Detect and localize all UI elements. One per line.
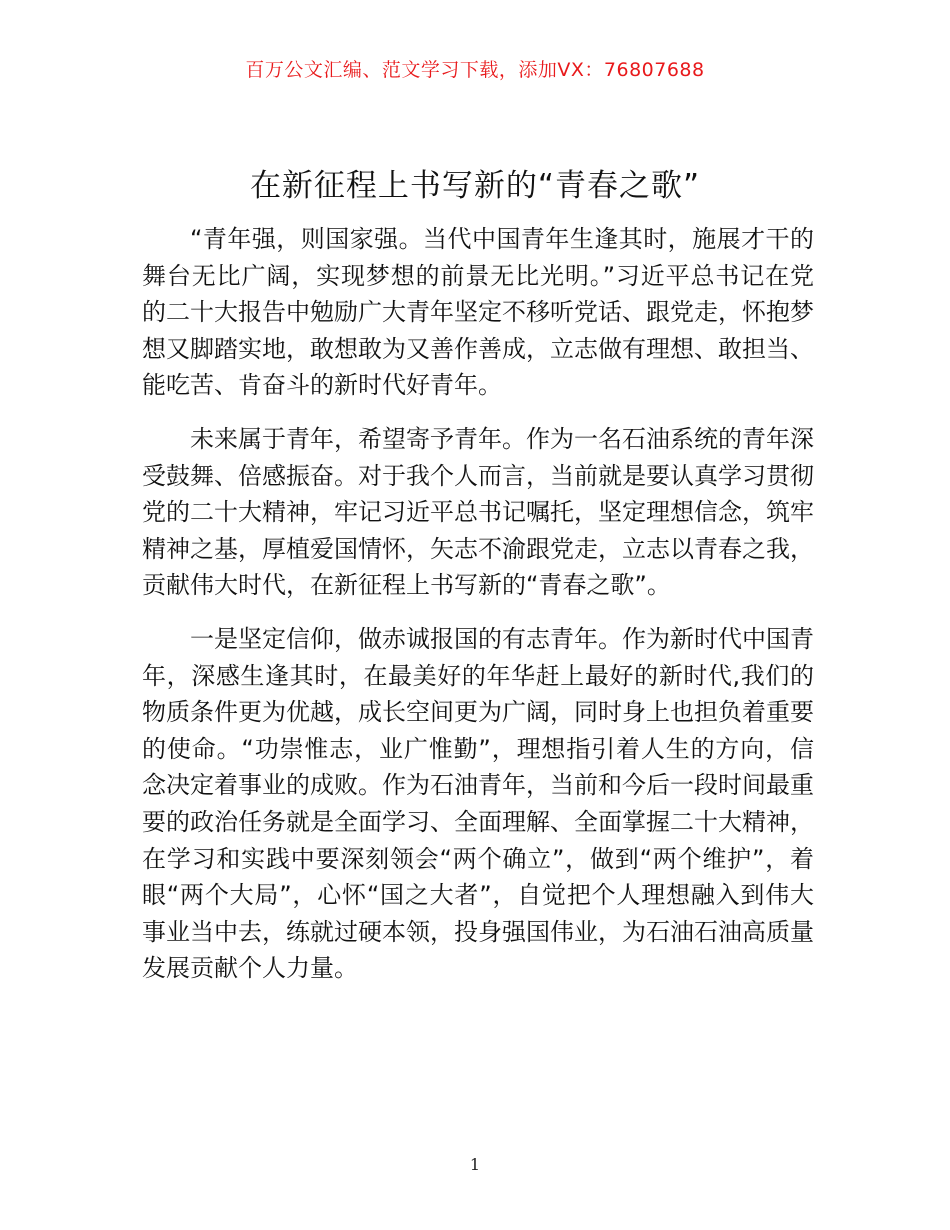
page-number: 1: [469, 1155, 481, 1174]
paragraph-2: 未来属于青年，希望寄予青年。作为一名石油系统的青年深受鼓舞、倍感振奋。对于我个人而言，当前就是要认真学习贯彻党的二十大精神，牢记习近平总书记嘱托，坚定理想信念，筑牢精神之基，厚植爱国情怀，矢志不渝跟党走，立志以青春之我，贡献伟大时代，在新征程上书写新的“青春之歌”。: [142, 424, 814, 600]
paragraph-3: 一是坚定信仰，做赤诚报国的有志青年。作为新时代中国青年，深感生逢其时，在最美好的年华赶上最好的新时代,我们的物质条件更为优越，成长空间更为广阔，同时身上也担负着重要的使命。“功崇惟志，业广惟勤”，理想指引着人生的方向，信念决定着事业的成败。作为石油青年，当前和今后一段时间最重要的政治任务就是全面学习、全面理解、全面掌握二十大精神，在学习和实践中要深刻领会“两个确立”，做到“两个维护”，着眼“两个大局”，心怀“国之大者”，自觉把个人理想融入到伟大事业当中去，练就过硬本领，投身强国伟业，为石油石油高质量发展贡献个人力量。: [142, 624, 814, 983]
document-title: 在新征程上书写新的“青春之歌”: [249, 168, 701, 204]
header-banner: 百万公文汇编、范文学习下载，添加VX：76807688: [245, 59, 705, 81]
paragraph-1: “青年强，则国家强。当代中国青年生逢其时，施展才干的舞台无比广阔，实现梦想的前景无比光明。”习近平总书记在党的二十大报告中勉励广大青年坚定不移听党话、跟党走，怀抱梦想又脚踏实地，敢想敢为又善作善成，立志做有理想、敢担当、能吃苦、肯奋斗的新时代好青年。: [142, 225, 814, 400]
document-body: [142, 221, 814, 1004]
